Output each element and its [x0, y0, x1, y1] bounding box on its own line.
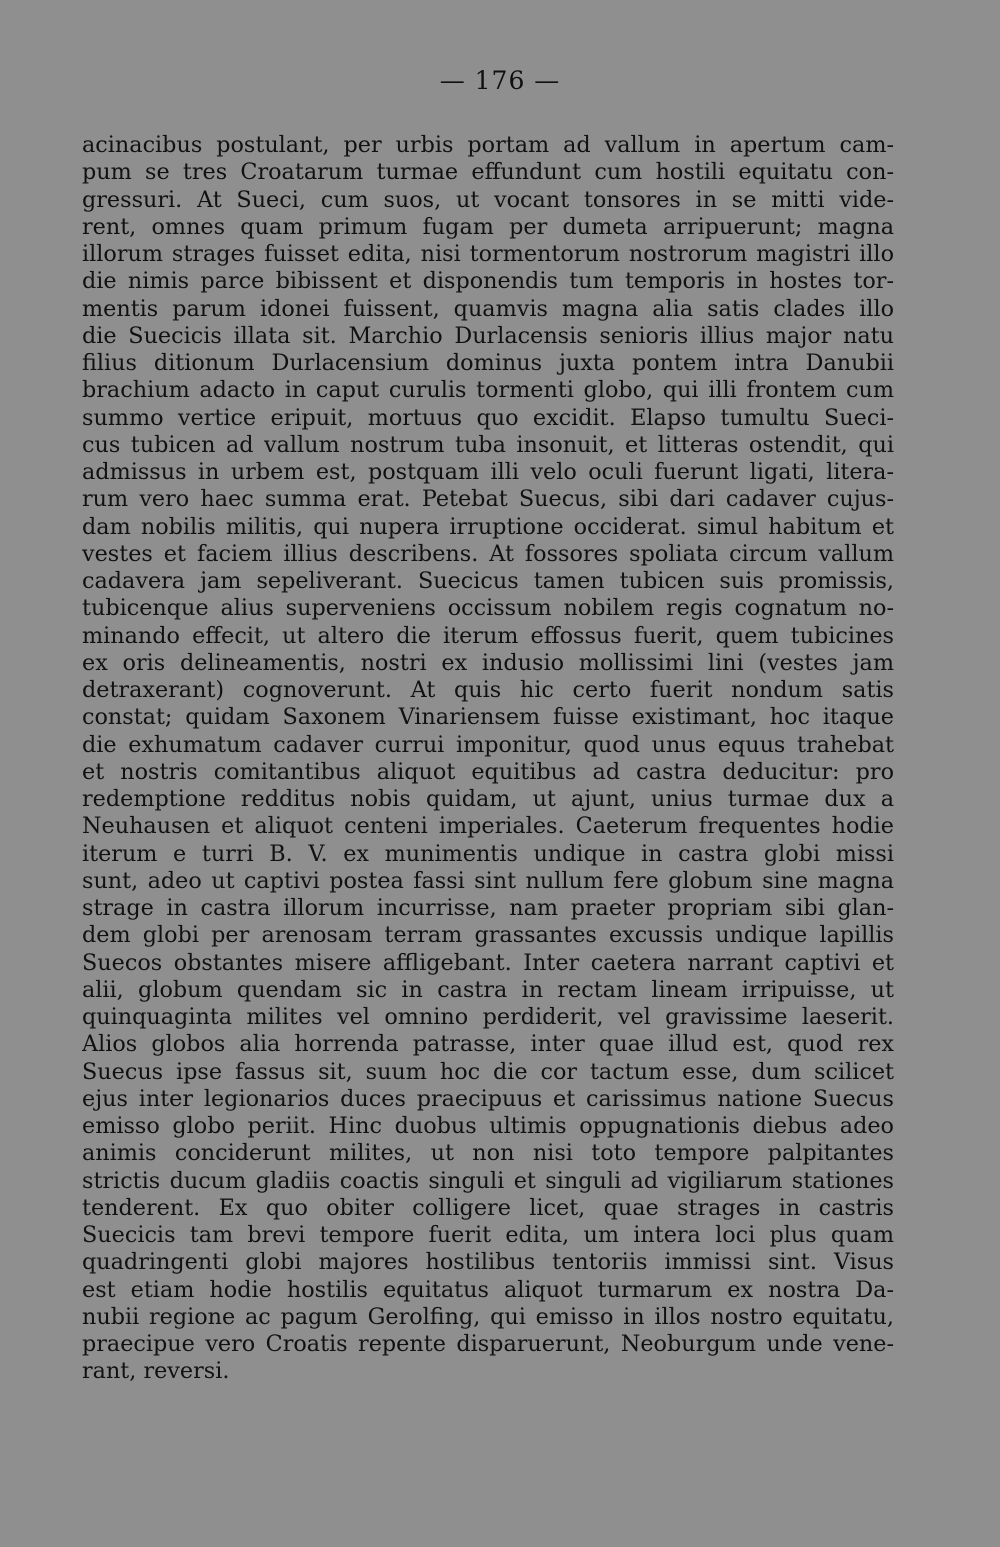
text-line: Alios globos alia horrenda patrasse, inter quae illud est, quod rex [82, 1031, 894, 1058]
text-line: constat; quidam Saxonem Vinariensem fuisse existimant, hoc itaque [82, 704, 894, 731]
text-line: tenderent. Ex quo obiter colligere licet, quae strages in castris [82, 1194, 894, 1221]
text-line: alii, globum quendam sic in castra in rectam lineam irripuisse, ut [82, 976, 894, 1003]
text-line: illorum strages fuisset edita, nisi tormentorum nostrorum magistri illo [82, 241, 894, 267]
text-line: strictis ducum gladiis coactis singuli et singuli ad vigiliarum stationes [82, 1167, 894, 1194]
text-line: gressuri. At Sueci, cum suos, ut vocant tonsores in se mitti vide- [82, 186, 894, 213]
text-line: summo vertice eripuit, mortuus quo excidit. Elapso tumultu Sueci- [82, 404, 894, 431]
text-line: pum se tres Croatarum turmae effundunt cum hostili equitatu con- [82, 159, 894, 186]
text-line: quinquaginta milites vel omnino perdiderit, vel gravissime laeserit. [82, 1004, 894, 1030]
text-line: dem globi per arenosam terram grassantes excussis undique lapillis [82, 922, 894, 949]
text-line: rent, omnes quam primum fugam per dumeta arripuerunt; magna [82, 213, 894, 240]
text-line: Suecos obstantes misere affligebant. Inter caetera narrant captivi et [82, 949, 894, 976]
text-line: et nostris comitantibus aliquot equitibus ad castra deducitur: pro [82, 758, 894, 785]
body-text [82, 132, 894, 1386]
text-line: admissus in urbem est, postquam illi velo oculi fuerunt ligati, litera- [82, 459, 894, 485]
text-line: brachium adacto in caput curulis tormenti globo, qui illi frontem cum [82, 377, 894, 404]
text-line: dam nobilis militis, qui nupera irruptione occiderat. simul habitum et [82, 513, 894, 540]
text-line: acinacibus postulant, per urbis portam ad vallum in apertum cam- [82, 132, 894, 158]
text-line: rant, reversi. [82, 1358, 230, 1385]
text-line: emisso globo periit. Hinc duobus ultimis oppugnationis diebus adeo [82, 1113, 894, 1139]
text-line: cadavera jam sepeliverant. Suecicus tamen tubicen suis promissis, [82, 568, 894, 594]
text-line: tubicenque alius superveniens occissum nobilem regis cognatum no- [82, 595, 894, 622]
text-line: minando effecit, ut altero die iterum effossus fuerit, quem tubicines [82, 622, 894, 649]
text-line: Neuhausen et aliquot centeni imperiales. Caeterum frequentes hodie [82, 813, 894, 840]
text-line: animis conciderunt milites, ut non nisi toto tempore palpitantes [82, 1140, 894, 1167]
text-line: praecipue vero Croatis repente disparuerunt, Neoburgum unde vene- [82, 1331, 894, 1357]
text-line: rum vero haec summa erat. Petebat Suecus, sibi dari cadaver cujus- [82, 486, 894, 513]
text-line: die Suecicis illata sit. Marchio Durlacensis senioris illius major natu [82, 322, 894, 349]
text-line: redemptione redditus nobis quidam, ut ajunt, unius turmae dux a [82, 786, 894, 812]
text-line: mentis parum idonei fuissent, quamvis magna alia satis clades illo [82, 295, 894, 322]
text-line: die nimis parce bibissent et disponendis tum temporis in hostes tor- [82, 268, 894, 295]
text-line: strage in castra illorum incurrisse, nam praeter propriam sibi glan- [82, 895, 894, 921]
text-line: Suecus ipse fassus sit, suum hoc die cor tactum esse, dum scilicet [82, 1058, 894, 1085]
text-line: ex oris delineamentis, nostri ex indusio mollissimi lini (vestes jam [82, 649, 894, 676]
text-line: filius ditionum Durlacensium dominus juxta pontem intra Danubii [82, 350, 894, 376]
text-line: cus tubicen ad vallum nostrum tuba insonuit, et litteras ostendit, qui [82, 431, 894, 458]
text-line: ejus inter legionarios duces praecipuus et carissimus natione Suecus [82, 1085, 894, 1112]
text-line: est etiam hodie hostilis equitatus aliquot turmarum ex nostra Da- [82, 1276, 894, 1303]
page-number: — 176 — [439, 66, 561, 95]
text-line: quadringenti globi majores hostilibus tentoriis immissi sint. Visus [82, 1249, 894, 1276]
text-line: sunt, adeo ut captivi postea fassi sint nullum fere globum sine magna [82, 867, 894, 894]
text-line: detraxerant) cognoverunt. At quis hic certo fuerit nondum satis [82, 677, 894, 703]
text-line: nubii regione ac pagum Gerolfing, qui emisso in illos nostro equitatu, [82, 1303, 894, 1330]
text-line: Suecicis tam brevi tempore fuerit edita, um intera loci plus quam [82, 1222, 894, 1248]
text-line: die exhumatum cadaver currui imponitur, quod unus equus trahebat [82, 731, 894, 758]
text-line: vestes et faciem illius describens. At fossores spoliata circum vallum [82, 540, 894, 567]
text-line: iterum e turri B. V. ex munimentis undique in castra globi missi [82, 840, 894, 867]
